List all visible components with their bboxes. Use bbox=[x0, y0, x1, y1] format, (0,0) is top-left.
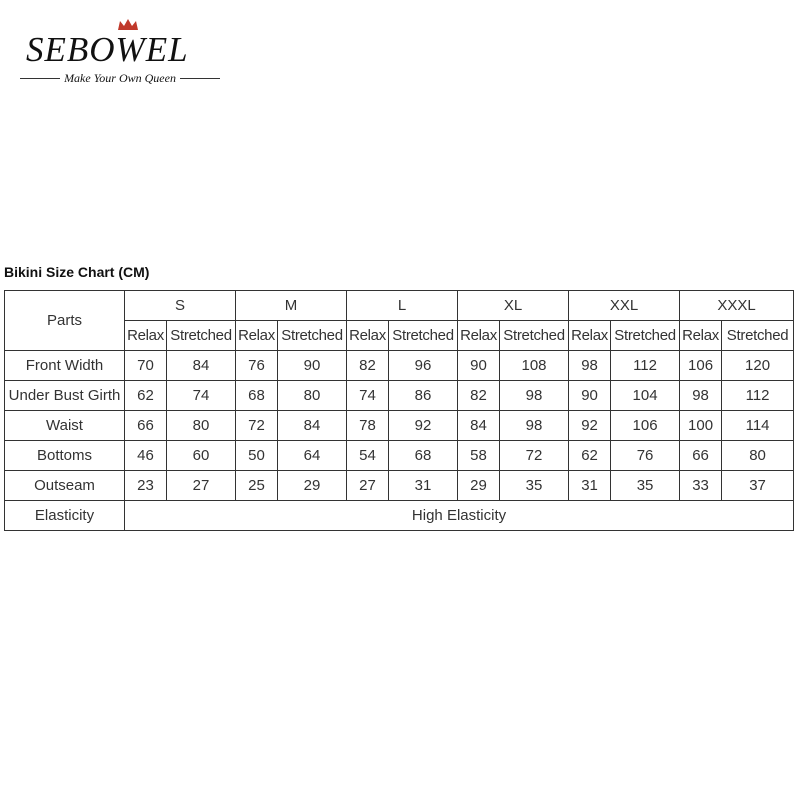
relax-header: Relax bbox=[680, 321, 722, 351]
relax-value-cell: 68 bbox=[236, 381, 278, 411]
tagline-rule-right bbox=[180, 78, 220, 79]
elasticity-row bbox=[5, 501, 794, 531]
relax-value-cell: 72 bbox=[236, 411, 278, 441]
stretched-value-cell: 98 bbox=[500, 381, 569, 411]
stretched-value-cell: 106 bbox=[611, 411, 680, 441]
stretched-value-cell: 80 bbox=[722, 441, 794, 471]
relax-value-cell: 70 bbox=[125, 351, 167, 381]
table-row bbox=[5, 381, 794, 411]
relax-header: Relax bbox=[347, 321, 389, 351]
relax-value-cell: 25 bbox=[236, 471, 278, 501]
stretched-value-cell: 31 bbox=[389, 471, 458, 501]
relax-value-cell: 62 bbox=[569, 441, 611, 471]
size-chart-body bbox=[5, 291, 794, 531]
relax-value-cell: 66 bbox=[680, 441, 722, 471]
stretched-header: Stretched bbox=[611, 321, 680, 351]
relax-value-cell: 50 bbox=[236, 441, 278, 471]
size-header-row bbox=[5, 291, 794, 321]
elasticity-label: Elasticity bbox=[5, 501, 125, 531]
relax-value-cell: 106 bbox=[680, 351, 722, 381]
chart-title: Bikini Size Chart (CM) bbox=[4, 264, 150, 280]
brand-tagline-text: Make Your Own Queen bbox=[64, 71, 176, 85]
stretched-value-cell: 114 bbox=[722, 411, 794, 441]
table-row bbox=[5, 441, 794, 471]
stretched-value-cell: 104 bbox=[611, 381, 680, 411]
stretched-value-cell: 68 bbox=[389, 441, 458, 471]
relax-header: Relax bbox=[458, 321, 500, 351]
stretched-value-cell: 35 bbox=[500, 471, 569, 501]
stretched-value-cell: 112 bbox=[611, 351, 680, 381]
elasticity-value: High Elasticity bbox=[125, 501, 794, 531]
relax-value-cell: 100 bbox=[680, 411, 722, 441]
stretched-value-cell: 80 bbox=[278, 381, 347, 411]
size-header-s: S bbox=[125, 291, 236, 321]
stretched-value-cell: 90 bbox=[278, 351, 347, 381]
stretched-value-cell: 92 bbox=[389, 411, 458, 441]
row-label: Outseam bbox=[5, 471, 125, 501]
relax-header: Relax bbox=[125, 321, 167, 351]
relax-value-cell: 90 bbox=[458, 351, 500, 381]
stretched-header: Stretched bbox=[722, 321, 794, 351]
stretched-value-cell: 27 bbox=[167, 471, 236, 501]
table-row bbox=[5, 351, 794, 381]
relax-value-cell: 90 bbox=[569, 381, 611, 411]
relax-value-cell: 82 bbox=[347, 351, 389, 381]
row-label: Front Width bbox=[5, 351, 125, 381]
stretched-value-cell: 108 bbox=[500, 351, 569, 381]
relax-value-cell: 78 bbox=[347, 411, 389, 441]
relax-value-cell: 98 bbox=[569, 351, 611, 381]
relax-header: Relax bbox=[569, 321, 611, 351]
relax-value-cell: 31 bbox=[569, 471, 611, 501]
row-label: Waist bbox=[5, 411, 125, 441]
size-header-l: L bbox=[347, 291, 458, 321]
relax-value-cell: 82 bbox=[458, 381, 500, 411]
stretched-header: Stretched bbox=[389, 321, 458, 351]
stretched-value-cell: 76 bbox=[611, 441, 680, 471]
relax-value-cell: 29 bbox=[458, 471, 500, 501]
relax-value-cell: 92 bbox=[569, 411, 611, 441]
relax-value-cell: 98 bbox=[680, 381, 722, 411]
relax-header: Relax bbox=[236, 321, 278, 351]
relax-value-cell: 84 bbox=[458, 411, 500, 441]
stretched-header: Stretched bbox=[500, 321, 569, 351]
brand-tagline bbox=[20, 71, 220, 86]
relax-value-cell: 23 bbox=[125, 471, 167, 501]
stretched-value-cell: 64 bbox=[278, 441, 347, 471]
relax-value-cell: 62 bbox=[125, 381, 167, 411]
stretched-value-cell: 120 bbox=[722, 351, 794, 381]
stretched-value-cell: 84 bbox=[167, 351, 236, 381]
stretched-header: Stretched bbox=[278, 321, 347, 351]
brand-name: SEBOWEL bbox=[26, 30, 189, 69]
size-header-m: M bbox=[236, 291, 347, 321]
relax-value-cell: 58 bbox=[458, 441, 500, 471]
stretched-header: Stretched bbox=[167, 321, 236, 351]
stretched-value-cell: 74 bbox=[167, 381, 236, 411]
size-header-xxxl: XXXL bbox=[680, 291, 794, 321]
size-chart-table bbox=[4, 290, 794, 531]
table-row bbox=[5, 411, 794, 441]
relax-value-cell: 33 bbox=[680, 471, 722, 501]
table-row bbox=[5, 471, 794, 501]
size-header-xxl: XXL bbox=[569, 291, 680, 321]
relax-value-cell: 74 bbox=[347, 381, 389, 411]
stretched-value-cell: 72 bbox=[500, 441, 569, 471]
stretched-value-cell: 84 bbox=[278, 411, 347, 441]
stretched-value-cell: 29 bbox=[278, 471, 347, 501]
stretched-value-cell: 35 bbox=[611, 471, 680, 501]
relax-value-cell: 54 bbox=[347, 441, 389, 471]
stretched-value-cell: 86 bbox=[389, 381, 458, 411]
brand-logo bbox=[20, 14, 220, 84]
relax-value-cell: 46 bbox=[125, 441, 167, 471]
row-label: Under Bust Girth bbox=[5, 381, 125, 411]
relax-value-cell: 76 bbox=[236, 351, 278, 381]
relax-value-cell: 27 bbox=[347, 471, 389, 501]
stretched-value-cell: 96 bbox=[389, 351, 458, 381]
stretched-value-cell: 98 bbox=[500, 411, 569, 441]
stretched-value-cell: 80 bbox=[167, 411, 236, 441]
row-label: Bottoms bbox=[5, 441, 125, 471]
stretched-value-cell: 37 bbox=[722, 471, 794, 501]
stretched-value-cell: 60 bbox=[167, 441, 236, 471]
stretched-value-cell: 112 bbox=[722, 381, 794, 411]
tagline-rule-left bbox=[20, 78, 60, 79]
parts-header: Parts bbox=[5, 291, 125, 351]
relax-value-cell: 66 bbox=[125, 411, 167, 441]
size-header-xl: XL bbox=[458, 291, 569, 321]
